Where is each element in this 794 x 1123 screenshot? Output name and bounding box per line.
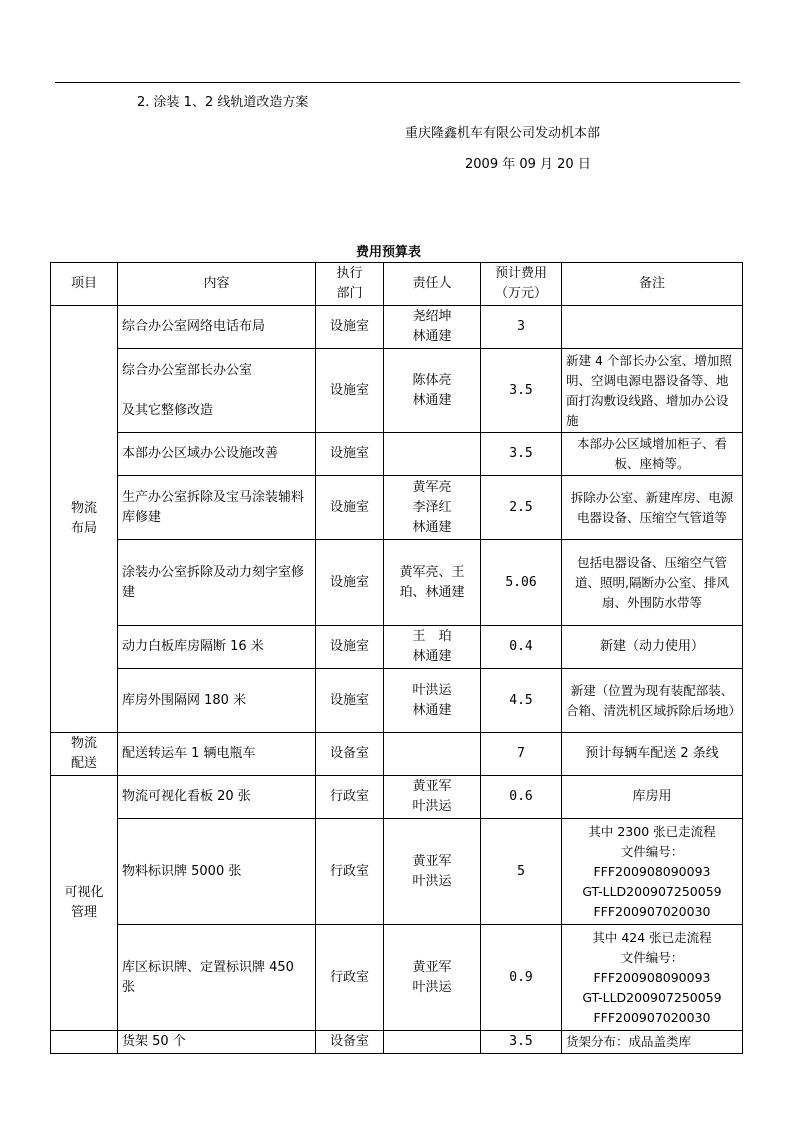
row-content: 库房外围隔网 180 米 — [118, 669, 316, 733]
row-person — [384, 733, 481, 776]
row-person: 黄亚军 叶洪运 — [384, 776, 481, 819]
header-dept: 执行 部门 — [316, 263, 384, 306]
row-content: 生产办公室拆除及宝马涂装辅料库修建 — [118, 476, 316, 540]
row-dept: 设施室 — [316, 433, 384, 476]
section-heading: 2. 涂装 1、2 线轨道改造方案 — [137, 95, 309, 110]
row-content: 配送转运车 1 辆电瓶车 — [118, 733, 316, 776]
table-title: 费用预算表 — [356, 245, 422, 260]
row-note: 新建（位置为现有装配部装、合箱、清洗机区域拆除后场地） — [562, 669, 743, 733]
row-note: 新建（动力使用） — [562, 626, 743, 669]
row-note: 预计每辆车配送 2 条线 — [562, 733, 743, 776]
row-person: 黄亚军 叶洪运 — [384, 819, 481, 925]
row-person: 黄军亮、王珀、林通建 — [384, 540, 481, 626]
row-dept: 行政室 — [316, 925, 384, 1031]
table-row — [51, 306, 743, 349]
row-note — [562, 306, 743, 349]
row-content: 涂装办公室拆除及动力刻字室修建 — [118, 540, 316, 626]
row-cost: 2.5 — [481, 476, 562, 540]
group-wuliu-buju: 物流 布局 — [51, 306, 118, 733]
row-person: 王 珀 林通建 — [384, 626, 481, 669]
row-dept: 设施室 — [316, 540, 384, 626]
company-name: 重庆隆鑫机车有限公司发动机本部 — [405, 126, 601, 141]
row-dept: 设施室 — [316, 476, 384, 540]
row-note: 库房用 — [562, 776, 743, 819]
row-person: 黄军亮 李泽红 林通建 — [384, 476, 481, 540]
row-content: 物料标识牌 5000 张 — [118, 819, 316, 925]
row-dept: 行政室 — [316, 776, 384, 819]
row-cost: 3 — [481, 306, 562, 349]
row-cost: 5 — [481, 819, 562, 925]
row-dept: 设备室 — [316, 733, 384, 776]
row-note: 本部办公区域增加柜子、看板、座椅等。 — [562, 433, 743, 476]
header-person: 责任人 — [384, 263, 481, 306]
row-dept: 设施室 — [316, 306, 384, 349]
budget-table — [50, 262, 743, 1054]
row-content: 本部办公区域办公设施改善 — [118, 433, 316, 476]
row-content: 综合办公室部长办公室 及其它整修改造 — [118, 349, 316, 433]
row-note: 其中 424 张已走流程 文件编号： FFF200908090093 GT-LLD200907250059 FFF200907020030 — [562, 925, 743, 1031]
table-row — [51, 669, 743, 733]
row-person: 尧绍坤 林通建 — [384, 306, 481, 349]
row-cost: 3.5 — [481, 349, 562, 433]
row-content: 动力白板库房隔断 16 米 — [118, 626, 316, 669]
row-cost: 0.9 — [481, 925, 562, 1031]
row-person: 叶洪运 林通建 — [384, 669, 481, 733]
row-note: 包括电器设备、压缩空气管道、照明,隔断办公室、排风扇、外围防水带等 — [562, 540, 743, 626]
row-dept: 行政室 — [316, 819, 384, 925]
group-wuliu-peisong: 物流 配送 — [51, 733, 118, 776]
row-dept: 设备室 — [316, 1031, 384, 1054]
row-content: 综合办公室网络电话布局 — [118, 306, 316, 349]
table-row — [51, 626, 743, 669]
header-item: 项目 — [51, 263, 118, 306]
row-cost: 3.5 — [481, 433, 562, 476]
table-row — [51, 776, 743, 819]
table-row — [51, 433, 743, 476]
document-date: 2009 年 09 月 20 日 — [465, 157, 591, 172]
row-note: 新建 4 个部长办公室、增加照明、空调电源电器设备等、地面打沟敷设线路、增加办公设施 — [562, 349, 743, 433]
row-cost: 5.06 — [481, 540, 562, 626]
row-dept: 设施室 — [316, 626, 384, 669]
table-row — [51, 349, 743, 433]
row-person: 陈体亮 林通建 — [384, 349, 481, 433]
row-cost: 0.6 — [481, 776, 562, 819]
table-row — [51, 925, 743, 1031]
table-row — [51, 476, 743, 540]
row-note: 货架分布：成品盖类库 — [562, 1031, 743, 1054]
group-empty — [51, 1031, 118, 1054]
row-content: 货架 50 个 — [118, 1031, 316, 1054]
header-cost: 预计费用 （万元） — [481, 263, 562, 306]
row-cost: 7 — [481, 733, 562, 776]
row-dept: 设施室 — [316, 669, 384, 733]
header-content: 内容 — [118, 263, 316, 306]
table-header-row — [51, 263, 743, 306]
group-keshihua: 可视化 管理 — [51, 776, 118, 1031]
table-row — [51, 540, 743, 626]
row-person — [384, 433, 481, 476]
row-cost: 4.5 — [481, 669, 562, 733]
header-rule — [55, 82, 740, 83]
row-person — [384, 1031, 481, 1054]
header-note: 备注 — [562, 263, 743, 306]
row-content: 物流可视化看板 20 张 — [118, 776, 316, 819]
row-cost: 3.5 — [481, 1031, 562, 1054]
row-note: 其中 2300 张已走流程 文件编号： FFF200908090093 GT-LLD200907250059 FFF200907020030 — [562, 819, 743, 925]
row-content: 库区标识牌、定置标识牌 450 张 — [118, 925, 316, 1031]
row-cost: 0.4 — [481, 626, 562, 669]
row-note: 拆除办公室、新建库房、电源电器设备、压缩空气管道等 — [562, 476, 743, 540]
table-row — [51, 1031, 743, 1054]
table-row — [51, 733, 743, 776]
row-dept: 设施室 — [316, 349, 384, 433]
row-person: 黄亚军 叶洪运 — [384, 925, 481, 1031]
table-row — [51, 819, 743, 925]
